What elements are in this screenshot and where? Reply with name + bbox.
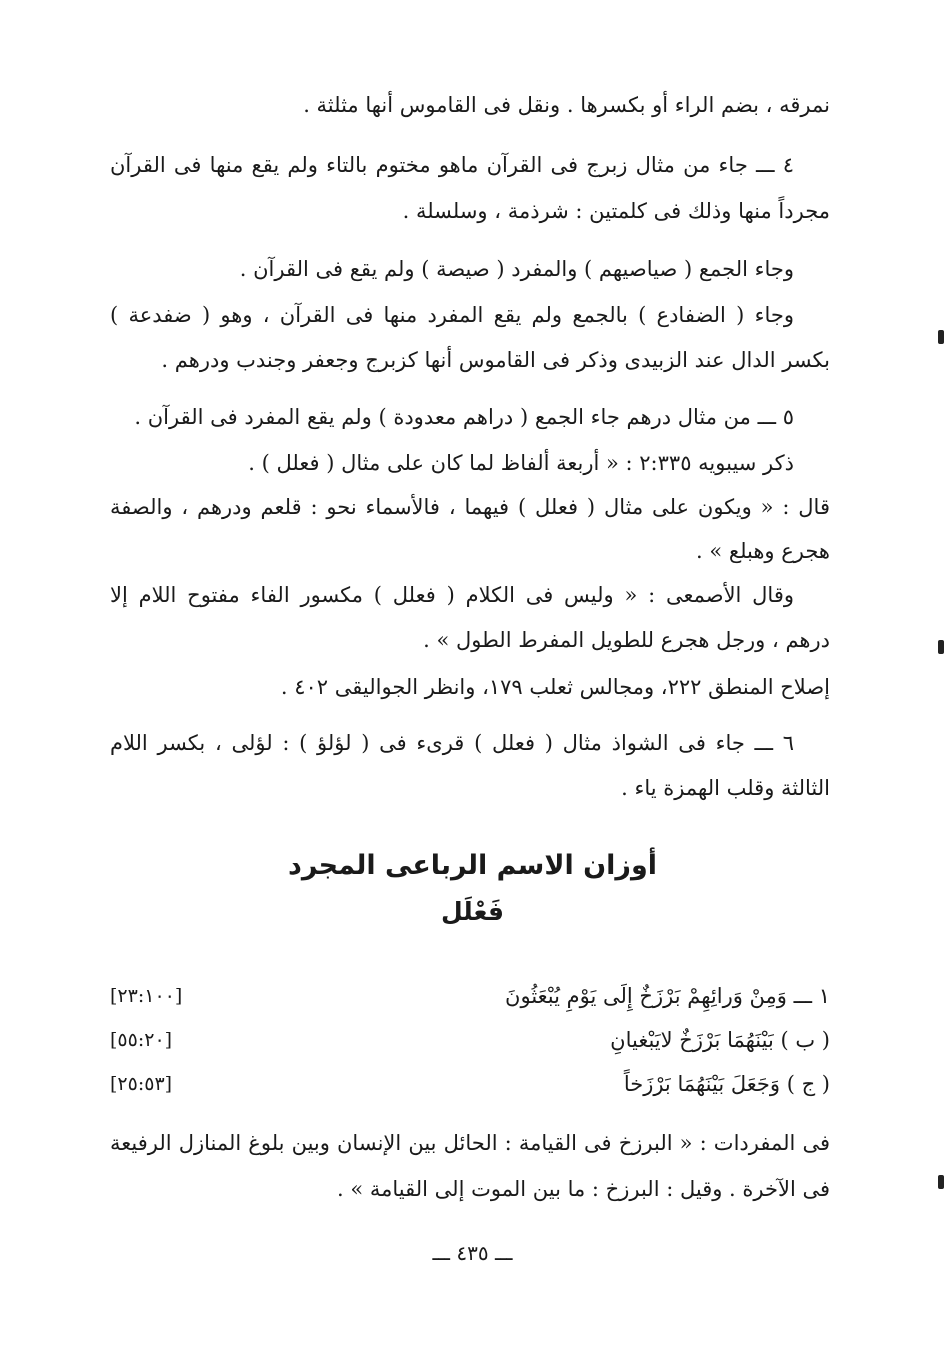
verse-row-2 (110, 1024, 830, 1056)
text-line-1: نمرقه ، بضم الراء أو بكسرها . ونقل فى القاموس أنها مثلثة . (303, 93, 830, 117)
scan-edge-mark (938, 640, 944, 654)
text-line-4: وجاء الجمع ( صياصيهم ) والمفرد ( صيصة ) ولم يقع فى القرآن . (239, 257, 794, 281)
page-number: ـــ ٤٣٥ ـــ (432, 1241, 513, 1265)
text-line-8: ذكر سيبويه ٢:٣٣٥ : « أربعة ألفاظ لما كان على مثال ( فعلل ) . (248, 451, 794, 475)
closing-line-1: فى المفردات : « البرزخ فى القيامة : الحائل بين الإنسان وبين بلوغ المنازل الرفيعة (110, 1131, 830, 1155)
verse-row-3 (110, 1068, 830, 1100)
verse-reference: [٢٣:١٠٠] (110, 985, 183, 1007)
scan-edge-mark (938, 330, 944, 344)
section-subtitle: فَعْلَل (440, 897, 504, 926)
verse-row-1 (110, 980, 830, 1012)
text-line-12: درهم ، ورجل هجرع للطويل المفرط الطول » . (423, 628, 830, 652)
citation-line: إصلاح المنطق ٢٢٢، ومجالس ثعلب ١٧٩، وانظر الجواليقى ٤٠٢ . (280, 675, 830, 699)
text-line-13: ٦ ـــ جاء فى الشواذ مثال ( فعلل ) قرىء فى ( لؤلؤ ) : لؤلى ، بكسر اللام (110, 731, 794, 755)
text-line-7: ٥ ـــ من مثال درهم جاء الجمع ( دراهم معدودة ) ولم يقع المفرد فى القرآن . (134, 405, 794, 429)
text-line-6: بكسر الدال عند الزبيدى وذكر فى القاموس أنها كزبرج وجعفر وجندب ودرهم . (161, 348, 830, 372)
text-line-11: وقال الأصمعى : « وليس فى الكلام ( فعلل ) مكسور الفاء مفتوح اللام إلا (110, 583, 794, 607)
verse-reference: [٥٥:٢٠] (110, 1029, 173, 1051)
text-line-9: قال : « ويكون على مثال ( فعلل ) فيهما ، فالأسماء نحو : قلعم ودرهم ، والصفة (110, 495, 830, 519)
section-title: أوزان الاسم الرباعى المجرد (288, 850, 657, 881)
text-line-5: وجاء ( الضفادع ) بالجمع ولم يقع المفرد منها فى القرآن ، وهو ( ضفدعة ) (110, 303, 794, 327)
closing-line-2: فى الآخرة . وقيل : البرزخ : ما بين الموت إلى القيامة » . (337, 1177, 830, 1201)
text-line-2: ٤ ـــ جاء من مثال زبرج فى القرآن ماهو مختوم بالتاء ولم يقع منها فى القرآن (110, 153, 794, 177)
text-line-14: الثالثة وقلب الهمزة ياء . (621, 776, 830, 800)
verse-text: ( ب ) بَيْنَهُمَا بَرْزَخٌ لايَبْغيانِ (610, 1028, 830, 1052)
scan-edge-mark (938, 1175, 944, 1189)
verse-text: ( ج ) وَجَعَلَ بَيْنَهُمَا بَرْزَخاً (623, 1072, 830, 1096)
text-line-3: مجرداً منها وذلك فى كلمتين : شرذمة ، وسلسلة . (402, 199, 830, 223)
text-line-10: هجرع وهبلع » . (696, 539, 830, 563)
verse-reference: [٢٥:٥٣] (110, 1073, 173, 1095)
verse-text: ١ ـــ وَمِنْ وَرائِهِمْ بَرْزَخٌ إِلَى يَوْمِ يُبْعَثُونَ (505, 984, 830, 1008)
